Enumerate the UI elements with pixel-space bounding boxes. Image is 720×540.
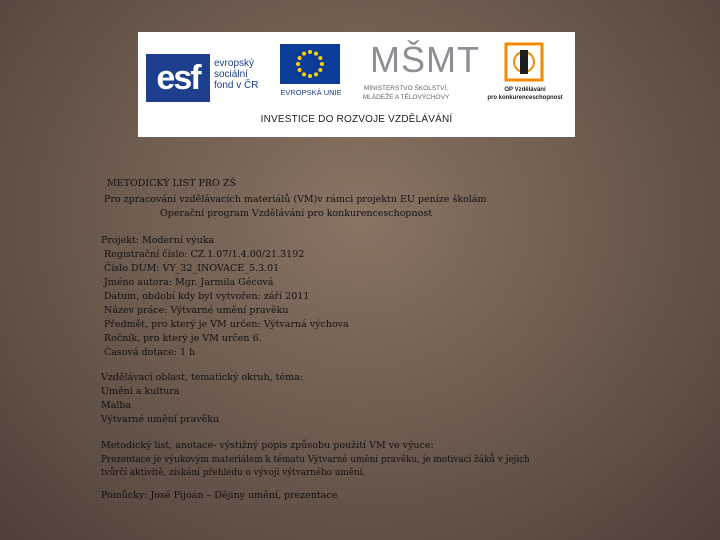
esf-logo xyxy=(146,46,278,106)
project-line: Datum, období kdy byl vytvořen: září 2011 xyxy=(104,291,310,302)
logo-banner xyxy=(138,32,575,137)
project-line: Číslo DUM: VY_32_INOVACE_5.3.01 xyxy=(104,263,280,274)
eu-logo xyxy=(280,44,340,106)
project-line: Registrační číslo: CZ.1.07/1.4.00/21.3192 xyxy=(104,249,305,260)
esf-text: evropský sociální fond v ČR xyxy=(214,58,259,91)
doc-title: METODICKÝ LIST PRO ZŠ xyxy=(107,178,236,189)
annotation-line: Metodický list, anotace- výstižný popis způsobu použití VM ve výuce: xyxy=(101,440,434,451)
msmt-logo xyxy=(344,39,480,108)
esf-mark: esf xyxy=(146,54,210,102)
area-line: Výtvarné umění pravěku xyxy=(101,414,220,425)
msmt-text: MINISTERSTVO ŠKOLSTVÍ, MLÁDEŽE A TĚLOVÝCHOVY xyxy=(362,85,450,101)
project-line: Časová dotace: 1 h xyxy=(104,347,196,358)
project-line: Název práce: Výtvarné umění pravěku xyxy=(104,305,289,316)
aids-line: Pomůcky: José Pijoan – Dějiny umění, prezentace xyxy=(101,490,338,501)
op-logo xyxy=(480,40,570,110)
project-line: Jméno autora: Mgr. Jarmila Gécová xyxy=(104,277,274,288)
banner-tagline: INVESTICE DO ROZVOJE VZDĚLÁVÁNÍ xyxy=(260,114,453,125)
area-line: Vzdělávací oblast, tematický okruh, téma: xyxy=(101,372,303,383)
annotation-line: tvůrčí aktivitě, získání přehledu o vývoji výtvarného umění. xyxy=(101,468,366,478)
area-line: Malba xyxy=(101,400,132,411)
project-line: Předmět, pro který je VM určen: Výtvarná výchova xyxy=(104,319,349,330)
op-logo-icon xyxy=(502,40,546,84)
project-line: Ročník, pro který je VM určen 6. xyxy=(104,333,262,344)
msmt-mark: MŠMT xyxy=(370,39,480,80)
doc-program: Operační program Vzdělávání pro konkurenceschopnost xyxy=(160,208,433,219)
eu-text: EVROPSKÁ UNIE xyxy=(280,88,342,97)
doc-subtitle: Pro zpracování vzdělávacích materiálů (VM)v rámci projektu EU peníze školám xyxy=(104,194,487,205)
annotation-line: Prezentace je výukovým materiálem k tématu Výtvarné umění pravěku, je motivací žáků v jejich xyxy=(101,455,530,465)
project-line: Projekt: Moderní výuka xyxy=(101,235,215,246)
eu-flag-icon xyxy=(280,44,340,84)
area-line: Umění a kultura xyxy=(101,386,180,397)
op-text: OP Vzdělávání pro konkurenceschopnost xyxy=(487,87,563,101)
